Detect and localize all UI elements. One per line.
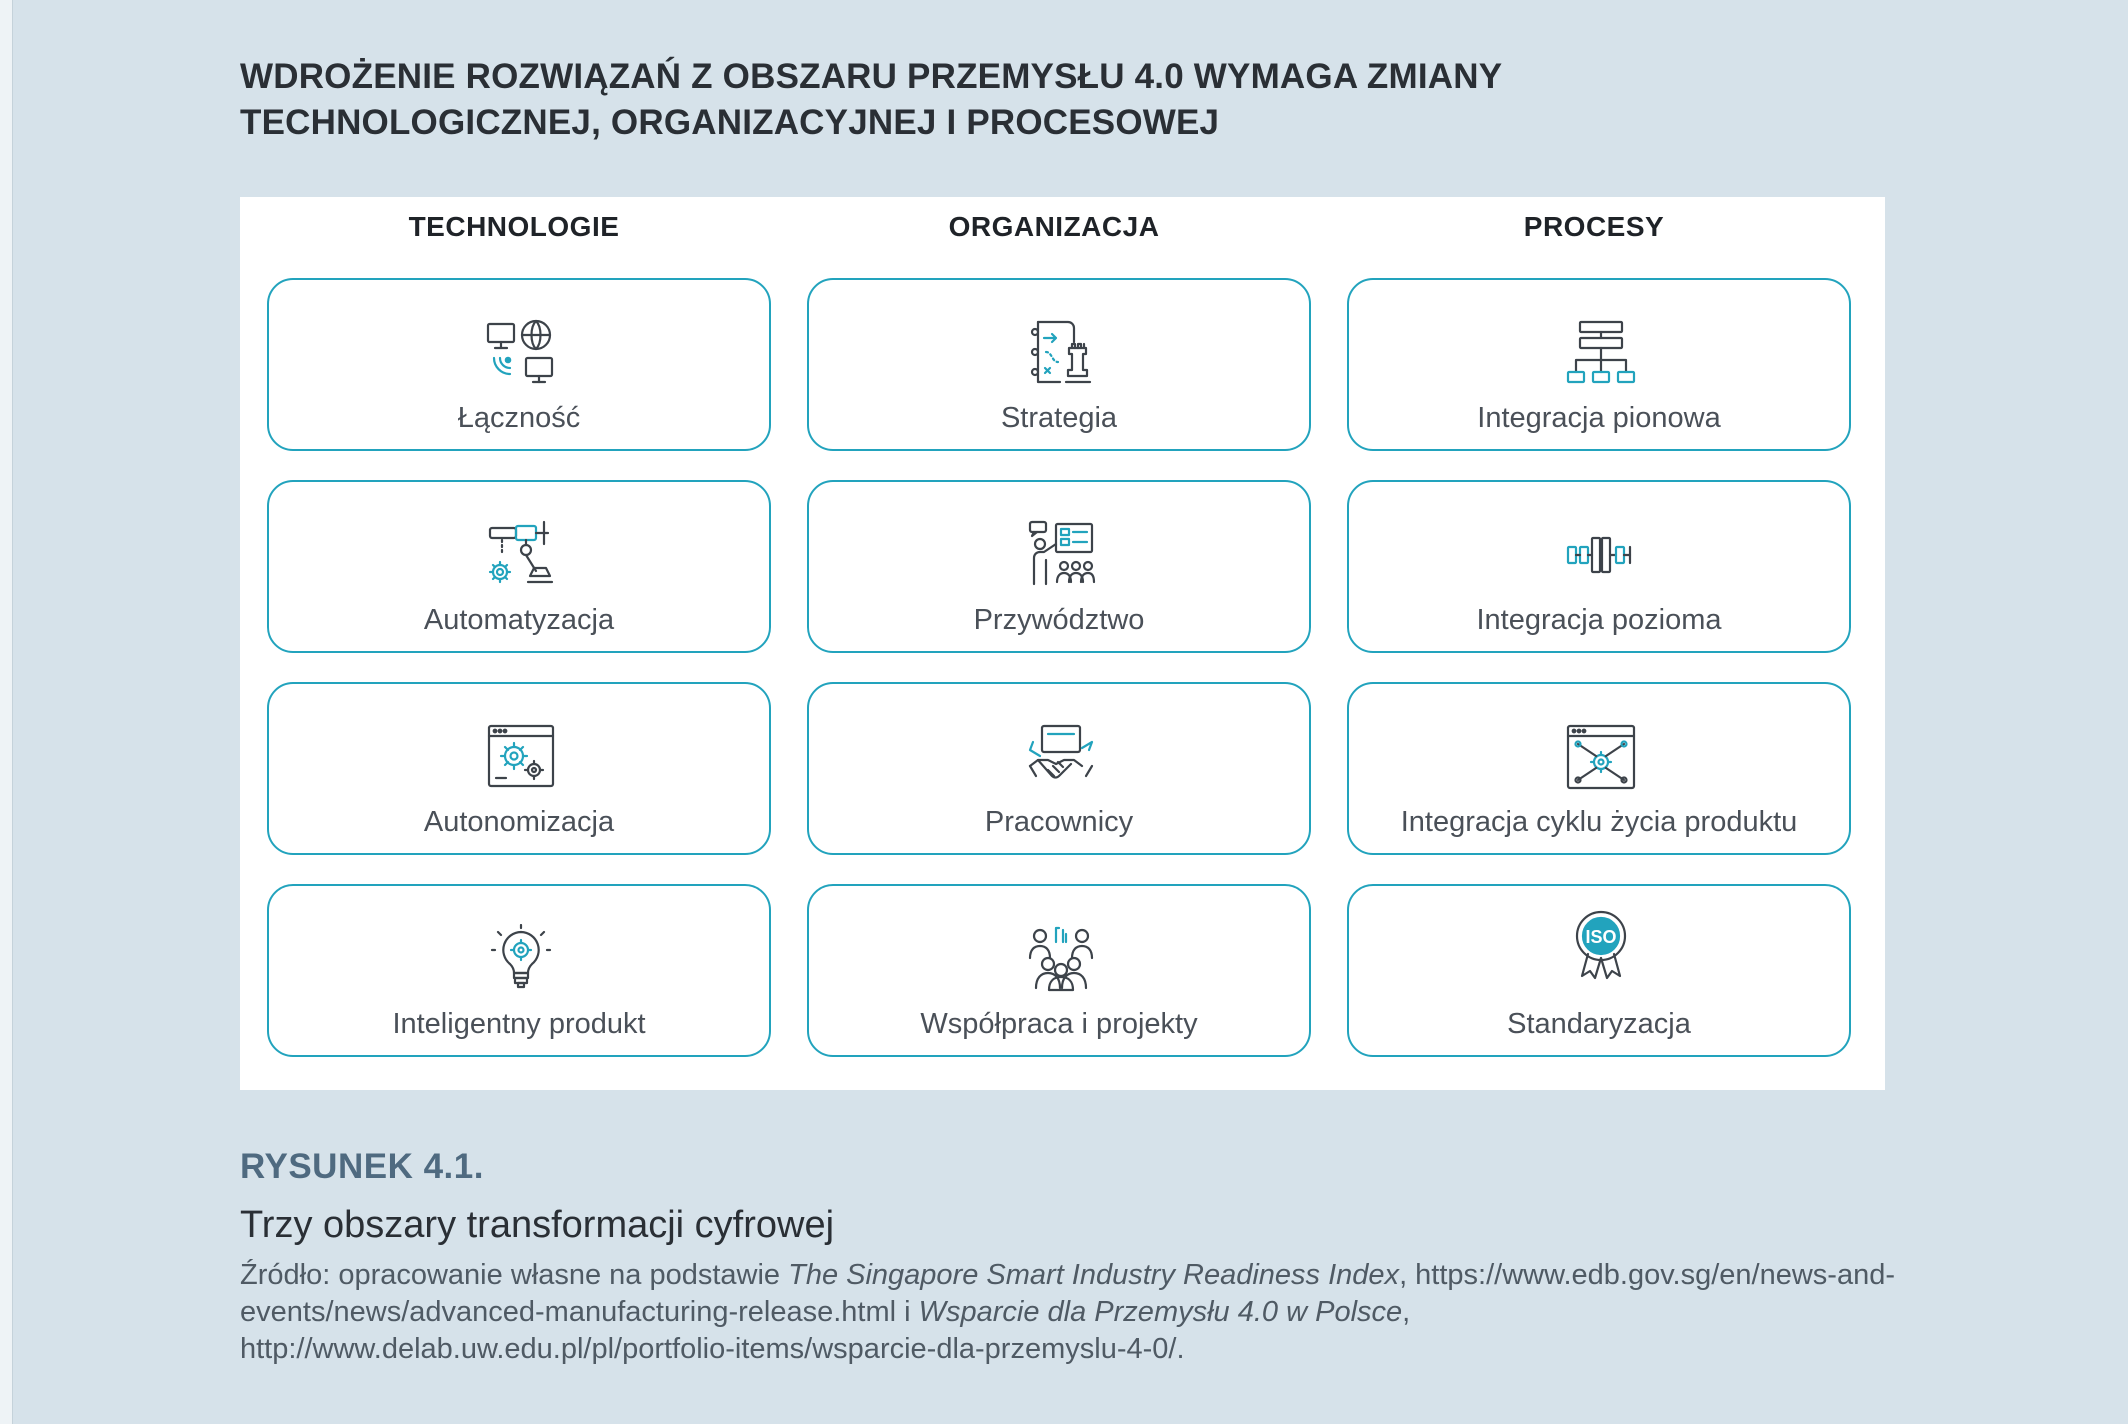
heading-line-2: TECHNOLOGICZNEJ, ORGANIZACYJNEJ I PROCESOWEJ <box>240 103 1220 142</box>
horizontal-chain-icon <box>1566 520 1636 590</box>
page-heading <box>240 54 1740 146</box>
figure-title: Trzy obszary transformacji cyfrowej <box>240 1204 835 1246</box>
card-label: Integracja pionowa <box>1477 402 1721 434</box>
card-przywodztwo <box>807 480 1311 653</box>
source-url-1: , https://www.edb.gov.sg/en/news-and-events/news/advanced-manufacturing-release.html i <box>240 1259 1896 1328</box>
card-label: Pracownicy <box>984 806 1134 838</box>
card-label: Autonomizacja <box>423 806 615 838</box>
card-label: Przywództwo <box>973 604 1145 636</box>
source-prefix: Źródło: opracowanie własne na podstawie <box>240 1259 789 1291</box>
robot-arm-icon <box>486 520 556 590</box>
heading-line-1: WDROŻENIE ROZWIĄZAŃ Z OBSZARU PRZEMYSŁU 4.0 WYMAGA ZMIANY <box>240 57 1503 96</box>
svg-text:ISO: ISO <box>1585 927 1617 947</box>
card-automatyzacja <box>267 480 771 653</box>
card-integracja-pozioma <box>1347 480 1851 653</box>
team-collaboration-icon <box>1026 924 1096 994</box>
card-label: Inteligentny produkt <box>392 1008 646 1040</box>
source-url-2: , http://www.delab.uw.edu.pl/pl/portfolio-items/wsparcie-dla-przemyslu-4-0/. <box>240 1296 1411 1365</box>
card-label: Integracja cyklu życia produktu <box>1400 806 1798 838</box>
source-title-2: Wsparcie dla Przemysłu 4.0 w Polsce <box>918 1296 1403 1328</box>
card-integracja-pionowa <box>1347 278 1851 451</box>
card-autonomizacja <box>267 682 771 855</box>
handshake-icon <box>1026 722 1096 792</box>
column-header-organizacja: ORGANIZACJA <box>948 211 1160 242</box>
iso-badge-icon <box>1566 910 1636 980</box>
card-label: Łączność <box>457 402 581 434</box>
column-header-procesy: PROCESY <box>1523 211 1665 242</box>
card-inteligentny-produkt <box>267 884 771 1057</box>
card-integracja-cyklu-zycia-produktu <box>1347 682 1851 855</box>
diagram-panel <box>240 197 1885 1090</box>
card-label: Strategia <box>1000 402 1118 434</box>
source-title-1: The Singapore Smart Industry Readiness Index <box>788 1259 1400 1291</box>
page-edge <box>0 0 13 1424</box>
lightbulb-gear-icon <box>486 924 556 994</box>
card-label: Współpraca i projekty <box>920 1008 1198 1040</box>
card-pracownicy <box>807 682 1311 855</box>
card-laczosc <box>267 278 771 451</box>
presentation-leader-icon <box>1026 520 1096 590</box>
card-label: Integracja pozioma <box>1476 604 1722 636</box>
card-strategia <box>807 278 1311 451</box>
card-standaryzacja <box>1347 884 1851 1057</box>
hierarchy-icon <box>1566 318 1636 388</box>
card-label: Automatyzacja <box>423 604 615 636</box>
figure-number: RYSUNEK 4.1. <box>240 1147 484 1186</box>
window-gears-icon <box>486 722 556 792</box>
column-header-technologie: TECHNOLOGIE <box>408 211 620 242</box>
card-label: Standaryzacja <box>1507 1008 1691 1040</box>
connectivity-icon <box>486 318 556 388</box>
lifecycle-window-icon <box>1566 722 1636 792</box>
strategy-chess-icon <box>1026 318 1096 388</box>
card-wspolpraca-i-projekty <box>807 884 1311 1057</box>
figure-source <box>240 1257 1900 1368</box>
